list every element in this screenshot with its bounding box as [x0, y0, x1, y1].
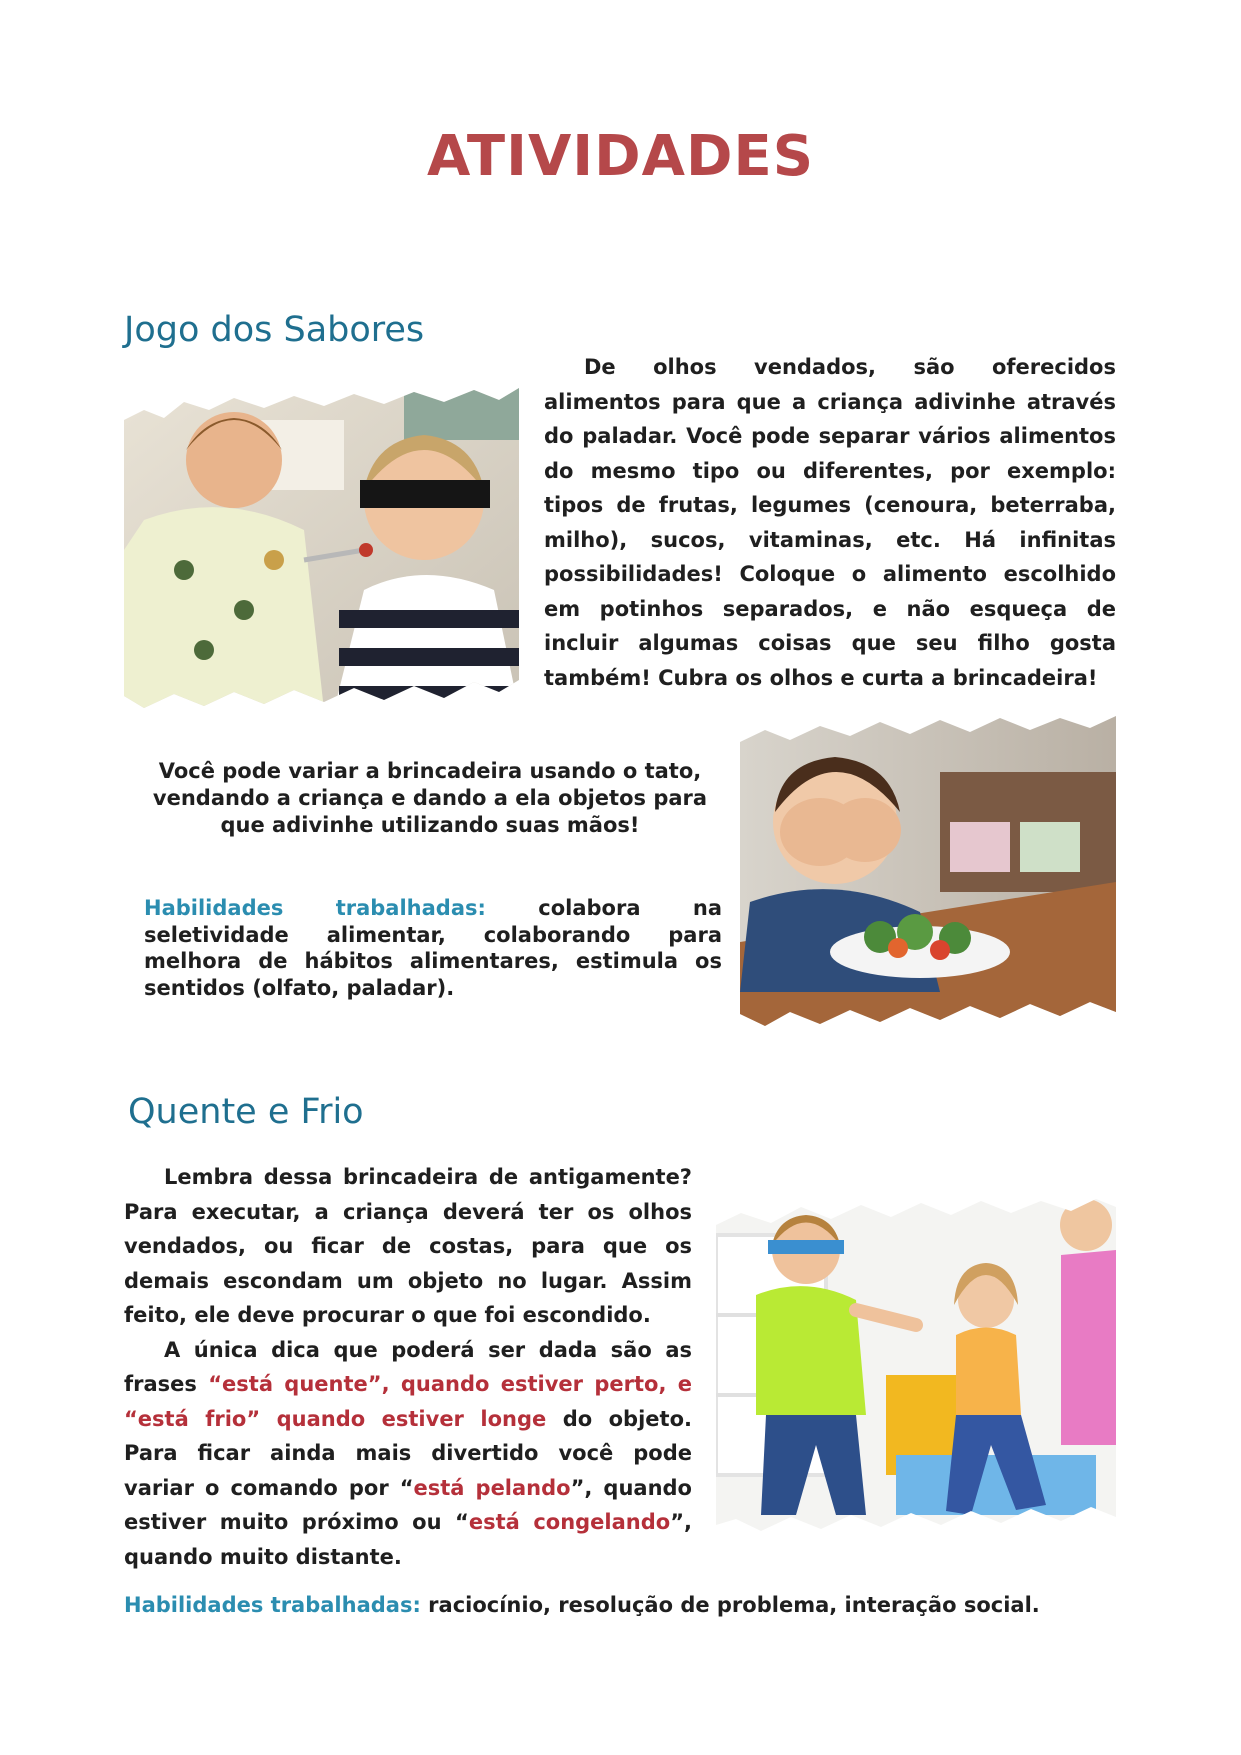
- photo-kids-playing-blindfold: [716, 1195, 1116, 1535]
- section2-paragraph-2: A única dica que poderá ser dada são as frases “está quente”, quando estiver perto, e “está frio” quando estiver longe do objeto. Para ficar ainda mais divertido você pode variar o comando por “está pelando”, quando estiver muito próximo ou “está congelando”, quando muito distante.: [124, 1337, 692, 1569]
- highlight-congelando: está congelando: [468, 1510, 671, 1534]
- section2-skills-text: raciocínio, resolução de problema, interação social.: [420, 1593, 1040, 1617]
- section1-skills-text: colabora na seletividade alimentar, colaborando para melhora de hábitos alimentares, estimula os sentidos (olfato, paladar).: [144, 896, 722, 1000]
- section-heading-jogo-dos-sabores: Jogo dos Sabores: [124, 310, 425, 350]
- photo-girl-covering-eyes: [740, 712, 1116, 1028]
- section1-skills-label: Habilidades trabalhadas:: [144, 896, 486, 920]
- page-title: ATIVIDADES: [426, 124, 815, 189]
- section2-paragraphs: [124, 1160, 692, 1574]
- section1-skills: [144, 895, 722, 1001]
- section1-variation: Você pode variar a brincadeira usando o tato, vendando a criança e dando a ela objetos para que adivinhe utilizando suas mãos!: [152, 759, 708, 837]
- highlight-quente-frio: “está quente”, quando estiver perto, e “está frio” quando estiver longe: [124, 1372, 692, 1431]
- highlight-pelando: está pelando: [413, 1475, 571, 1500]
- section1-paragraph: De olhos vendados, são oferecidos alimentos para que a criança adivinhe através do paladar. Você pode separar vários alimentos do mesmo tipo ou diferentes, por exemplo: tipos de frutas, legumes (cenoura, beterraba, milho), sucos, vitaminas, etc. Há infinitas possibilidades! Coloque o alimento escolhido em potinhos separados, e não esqueça de incluir algumas coisas que seu filho gosta também! Cubra os olhos e curta a brincadeira!: [544, 355, 1116, 690]
- section-heading-quente-e-frio: Quente e Frio: [128, 1092, 364, 1132]
- section2-skills: [124, 1592, 1124, 1619]
- photo-blindfolded-taste-game: [124, 380, 519, 710]
- section2-paragraph-1: Lembra dessa brincadeira de antigamente? Para executar, a criança deverá ter os olhos vendados, ou ficar de costas, para que os demais escondam um objeto no lugar. Assim feito, ele deve procurar o que foi escondido.: [124, 1165, 692, 1327]
- section2-skills-label: Habilidades trabalhadas:: [124, 1593, 421, 1617]
